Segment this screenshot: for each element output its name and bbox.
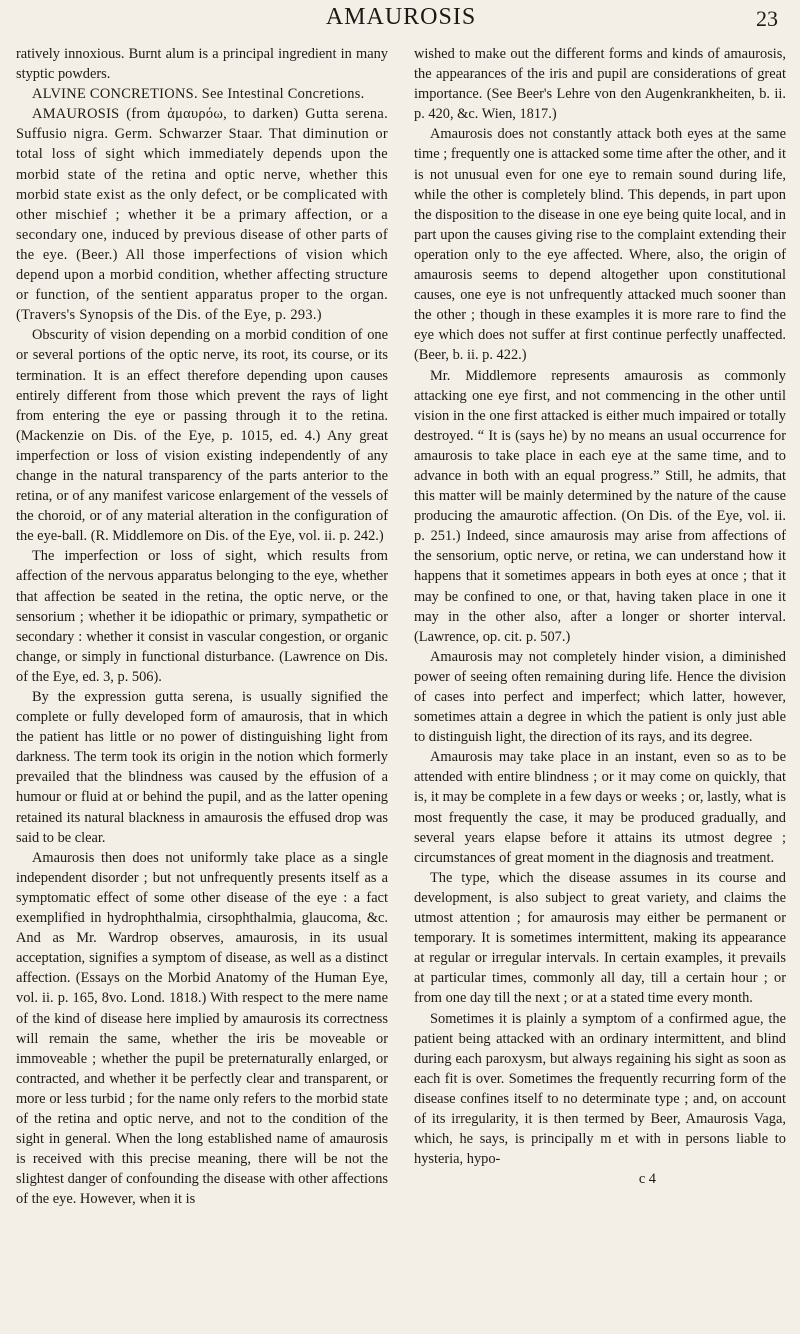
running-head [16,0,786,44]
text-columns [16,44,786,1209]
paragraph: Obscurity of vision depending on a morbid condition of one or several portions of the optic nerve, its root, its course, or its termination. It is an effect therefore depending upon causes entirely different from those which prevent the rays of light from entering the eye or passing through it to the retina. (Mackenzie on Dis. of the Eye, p. 1015, ed. 4.) Any great imperfection or loss of vision existing independently of any change in the natural transparency of the parts anterior to the retina, or of any manifest varicose enlargement of the vessels of the choroid, or of any material alteration in the configuration of the eye-ball. (R. Middlemore on Dis. of the Eye, vol. ii. p. 242.) [16,327,388,545]
entry-amaurosis: AMAUROSIS (from ἀμαυρόω, to darken) Gutta serena. Suffusio nigra. Germ. Schwarzer Staar. That diminution or total loss of sight which immediately depends upon the morbid state of the retina and optic nerve, whether this morbid state exist as the only defect, or be complicated with other mischief ; whether it be a primary affection, or a secondary one, induced by previous disease of other parts of the eye. (Beer.) All those imperfections of vision which depend upon a morbid condition, whether affecting structure or function, of the sentient apparatus proper to the organ. (Travers's Synopsis of the Dis. of the Eye, p. 293.) [16,106,388,324]
paragraph: The type, which the disease assumes in its course and development, is also subject to great variety, and claims the utmost attention ; for amaurosis may either be permanent or temporary. It is sometimes intermittent, making its appearance at regular or irregular intervals. In certain examples, it prevails at particular times, commonly all day, till a certain hour ; or from one day till the next ; or at a stated time every month. [414,869,786,1007]
signature-mark: c 4 [638,1171,656,1188]
paragraph: Sometimes it is plainly a symptom of a confirmed ague, the patient being attacked with an ordinary intermittent, and blind during each paroxysm, but always regaining his sight as soon as each fit is over. Sometimes the frequently recurring form of the disease confines itself to no determinate type ; and, on account of its irregularity, it is then termed by Beer, Amaurosis Vaga, which, he says, is principally m et with in persons liable to hysteria, hypo- [414,1010,786,1168]
entry-alvine-concretions: ALVINE CONCRETIONS. See Intestinal Concretions. [32,86,365,103]
paragraph: Amaurosis may not completely hinder vision, a diminished power of seeing often remaining during life. Hence the division of cases into perfect and imperfect; which latter, however, sometimes attain a degree in which the patient is only just able to distinguish light, the direction of its rays, and its degree. [414,648,786,746]
paragraph: By the expression gutta serena, is usually signified the complete or fully developed form of amaurosis, that in which the patient has little or no power of distinguishing light from darkness. The term took its origin in the notion which formerly prevailed that the blindness was caused by the effusion of a humour or fluid at or behind the pupil, and as the latter opening retained its natural blackness in amaurosis the effused drop was said to be clear. [16,689,388,846]
paragraph: Amaurosis may take place in an instant, even so as to be attended with entire blindness ; or it may come on quickly, that is, it may be complete in a few days or weeks ; or, lastly, what is most frequently the case, it may be produced gradually, and several years elapse before it attains its utmost degree ; circumstances of great moment in the diagnosis and treatment. [414,749,786,866]
page-number: 23 [756,6,778,31]
left-column [16,44,388,1209]
paragraph: ratively innoxious. Burnt alum is a principal ingredient in many styptic powders. [16,46,388,83]
page-title: AMAUROSIS [325,4,477,30]
paragraph: Amaurosis does not constantly attack both eyes at the same time ; frequently one is attacked some time after the other, and it is not unusual even for one eye to remain sound during life, while the other is completely blind. This depends, in part upon the disposition to the disease in one eye being quite local, and in part upon the causes giving rise to the complaint extending their operation only to the eye affected. Where, also, the origin of amaurosis seems to depend altogether upon constitutional causes, one eye is not unfrequently attacked much sooner than the other ; though in these examples it is more rare to find the eye which does not suffer at first continue perfectly unaffected. (Beer, b. ii. p. 422.) [414,126,786,364]
paragraph: Amaurosis then does not uniformly take place as a single independent disorder ; but not unfrequently presents itself as a symptomatic effect of some other disease of the eye : a fact exemplified in hydrophthalmia, cirsophthalmia, glaucoma, &c. And as Mr. Wardrop observes, amaurosis, in its usual acceptation, signifies a symptom of disease, as well as a distinct affection. (Essays on the Morbid Anatomy of the Human Eye, vol. ii. p. 165, 8vo. Lond. 1818.) With respect to the mere name of the kind of disease here implied by amaurosis its correctness will remain the same, whether the iris be moveable or immoveable ; whether the pupil be preternaturally enlarged, or contracted, and whether it be perfectly clear and transparent, or more or less turbid ; for the name only refers to the morbid state of the retina and optic nerve, and not to the condition of the sight in general. When the long established name of amaurosis is received with this precise meaning, there will be not the slightest danger of confounding the disease with other affections of the eye. However, when it is [16,849,388,1208]
paragraph: wished to make out the different forms and kinds of amaurosis, the appearances of the iris and pupil are considerations of great importance. (See Beer's Lehre von den Augenkrankheiten, b. ii. p. 420, &c. Wien, 1817.) [414,46,786,123]
paragraph: Mr. Middlemore represents amaurosis as commonly attacking one eye first, and not commencing in the other until vision in the one first attacked is either much impaired or totally destroyed. “ It is (says he) by no means an usual occurrence for amaurosis to take place in each eye at the same time, and to advance in both with an equal progress.” Still, he admits, that this matter will be mainly determined by the nature of the cause producing the amaurotic affection. (On Dis. of the Eye, vol. ii. p. 251.) Indeed, since amaurosis may arise from affections of the sensorium, optic nerve, or retina, we can understand how it happens that it sometimes appears in both eyes at once ; that it may be confined to one, or that, having taken place in one it may in the other also, after a longer or shorter interval. (Lawrence, op. cit. p. 507.) [414,367,786,645]
paragraph: The imperfection or loss of sight, which results from affection of the nervous apparatus belonging to the eye, whether that affection be seated in the retina, the optic nerve, or the sensorium ; whether it be idiopathic or primary, sympathetic or secondary : whether it consist in vascular congestion, or organic change, or simply in functional disturbance. (Lawrence on Dis. of the Eye, ed. 3, p. 506). [16,548,388,685]
right-column [414,44,786,1209]
